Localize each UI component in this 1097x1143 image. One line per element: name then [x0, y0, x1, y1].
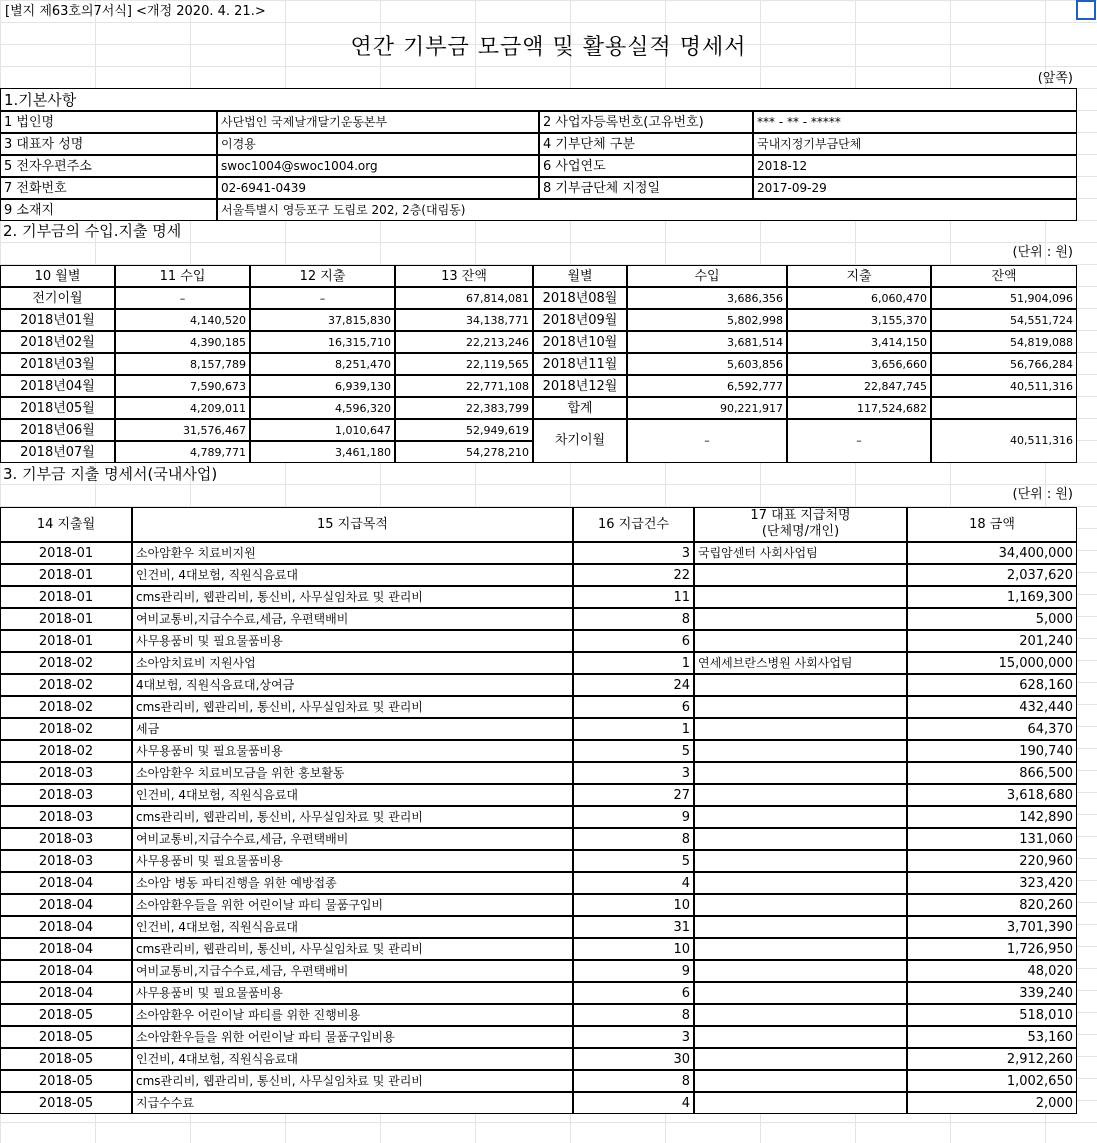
income-header: 10 월별: [0, 265, 115, 287]
expense-count: 31: [573, 916, 694, 938]
expense-header-payee: [694, 507, 907, 542]
amount-cell: 22,119,565: [395, 353, 533, 375]
side-label: (앞쪽): [1037, 71, 1073, 86]
expense-count: 27: [573, 784, 694, 806]
expense-count: 4: [573, 872, 694, 894]
basic-label: 6 사업연도: [539, 155, 753, 177]
expense-payee: [694, 718, 907, 740]
expense-payee: [694, 806, 907, 828]
amount-cell: 3,155,370: [787, 309, 931, 331]
amount-cell: 3,656,660: [787, 353, 931, 375]
expense-purpose: 4대보험, 직원식음료대,상여금: [132, 674, 573, 696]
income-header: 11 수입: [115, 265, 250, 287]
amount-cell: 1,010,647: [250, 419, 395, 441]
expense-amount: 432,440: [907, 696, 1077, 718]
expense-amount: 3,701,390: [907, 916, 1077, 938]
income-unit-label: (단위 : 원): [1012, 245, 1073, 260]
expense-header-month: 14 지출월: [0, 507, 132, 542]
basic-label: 5 전자우편주소: [0, 155, 217, 177]
section-basic-heading: 1.기본사항: [0, 88, 1077, 111]
expense-month: 2018-02: [0, 718, 132, 740]
basic-label: 7 전화번호: [0, 177, 217, 199]
month-cell: 2018년11월: [533, 353, 627, 375]
expense-month: 2018-04: [0, 982, 132, 1004]
amount-cell: 56,766,284: [931, 353, 1077, 375]
month-cell: 2018년12월: [533, 375, 627, 397]
amount-cell: 52,949,619: [395, 419, 533, 441]
form-number: [별지 제63호의7서식] <개정 2020. 4. 21.>: [5, 4, 266, 19]
expense-purpose: cms관리비, 웹관리비, 통신비, 사무실임차료 및 관리비: [132, 586, 573, 608]
expense-payee: [694, 608, 907, 630]
expense-amount: 628,160: [907, 674, 1077, 696]
amount-cell: 37,815,830: [250, 309, 395, 331]
expense-count: 6: [573, 696, 694, 718]
address-value: 서울특별시 영등포구 도림로 202, 2층(대림동): [217, 199, 1077, 221]
expense-purpose: 인건비, 4대보험, 직원식음료대: [132, 784, 573, 806]
carry-balance: 40,511,316: [931, 419, 1077, 463]
month-cell: 2018년05월: [0, 397, 115, 419]
expense-amount: 1,002,650: [907, 1070, 1077, 1092]
amount-cell: 51,904,096: [931, 287, 1077, 309]
amount-cell: 22,213,246: [395, 331, 533, 353]
expense-count: 9: [573, 960, 694, 982]
basic-label: 4 기부단체 구분: [539, 133, 753, 155]
expense-payee: [694, 696, 907, 718]
expense-payee: [694, 938, 907, 960]
month-cell: 2018년06월: [0, 419, 115, 441]
month-cell: 2018년07월: [0, 441, 115, 463]
basic-value: 사단법인 국제날개달기운동본부: [217, 111, 539, 133]
expense-count: 1: [573, 652, 694, 674]
expense-purpose: 소아암환우 치료비지원: [132, 542, 573, 564]
amount-cell: 6,592,777: [627, 375, 787, 397]
amount-cell: 7,590,673: [115, 375, 250, 397]
expense-month: 2018-01: [0, 564, 132, 586]
expense-count: 1: [573, 718, 694, 740]
expense-count: 5: [573, 740, 694, 762]
section-expense-heading: 3. 기부금 지출 명세서(국내사업): [3, 465, 218, 483]
expense-count: 11: [573, 586, 694, 608]
expense-month: 2018-05: [0, 1092, 132, 1114]
amount-cell: 3,461,180: [250, 441, 395, 463]
basic-label: 1 법인명: [0, 111, 217, 133]
basic-value: 2018-12: [753, 155, 1077, 177]
basic-label: 3 대표자 성명: [0, 133, 217, 155]
expense-count: 30: [573, 1048, 694, 1070]
expense-payee: [694, 762, 907, 784]
expense-month: 2018-01: [0, 586, 132, 608]
amount-cell: 3,686,356: [627, 287, 787, 309]
expense-amount: 820,260: [907, 894, 1077, 916]
amount-cell: 31,576,467: [115, 419, 250, 441]
expense-payee: 국립암센터 사회사업팀: [694, 542, 907, 564]
basic-label: 8 기부금단체 지정일: [539, 177, 753, 199]
expense-count: 10: [573, 894, 694, 916]
month-cell: 전기이월: [0, 287, 115, 309]
expense-month: 2018-02: [0, 674, 132, 696]
expense-count: 8: [573, 608, 694, 630]
amount-cell: 4,390,185: [115, 331, 250, 353]
expense-amount: 190,740: [907, 740, 1077, 762]
income-header: 월별: [533, 265, 627, 287]
expense-header-purpose: 15 지급목적: [132, 507, 573, 542]
expense-amount: 220,960: [907, 850, 1077, 872]
expense-amount: 2,037,620: [907, 564, 1077, 586]
expense-purpose: 지급수수료: [132, 1092, 573, 1114]
expense-month: 2018-04: [0, 872, 132, 894]
basic-label: 2 사업자등록번호(고유번호): [539, 111, 753, 133]
amount-cell: –: [250, 287, 395, 309]
expense-month: 2018-04: [0, 894, 132, 916]
amount-cell: 54,278,210: [395, 441, 533, 463]
expense-purpose: 소아암치료비 지원사업: [132, 652, 573, 674]
expense-payee: [694, 828, 907, 850]
carry-income: –: [627, 419, 787, 463]
expense-amount: 866,500: [907, 762, 1077, 784]
expense-purpose: 여비교통비,지급수수료,세금, 우편택배비: [132, 960, 573, 982]
expense-month: 2018-05: [0, 1070, 132, 1092]
expense-amount: 518,010: [907, 1004, 1077, 1026]
expense-month: 2018-04: [0, 916, 132, 938]
carry-expense: –: [787, 419, 931, 463]
amount-cell: 4,789,771: [115, 441, 250, 463]
month-cell: 2018년08월: [533, 287, 627, 309]
amount-cell: 16,315,710: [250, 331, 395, 353]
payee-header-line2: (단체명/개인): [761, 524, 840, 539]
basic-value: 이경용: [217, 133, 539, 155]
expense-amount: 3,618,680: [907, 784, 1077, 806]
expense-count: 3: [573, 542, 694, 564]
expense-purpose: 인건비, 4대보험, 직원식음료대: [132, 1048, 573, 1070]
amount-cell: 67,814,081: [395, 287, 533, 309]
expense-month: 2018-01: [0, 542, 132, 564]
expense-purpose: cms관리비, 웹관리비, 통신비, 사무실임차료 및 관리비: [132, 938, 573, 960]
expense-purpose: 사무용품비 및 필요물품비용: [132, 630, 573, 652]
expense-purpose: 소아암환우 어린이날 파티를 위한 진행비용: [132, 1004, 573, 1026]
expense-month: 2018-01: [0, 608, 132, 630]
expense-purpose: 사무용품비 및 필요물품비용: [132, 982, 573, 1004]
basic-value: 02-6941-0439: [217, 177, 539, 199]
month-cell: 2018년04월: [0, 375, 115, 397]
expense-payee: [694, 1026, 907, 1048]
expense-payee: [694, 586, 907, 608]
expense-purpose: 사무용품비 및 필요물품비용: [132, 740, 573, 762]
amount-cell: 8,251,470: [250, 353, 395, 375]
expense-month: 2018-02: [0, 652, 132, 674]
income-header: 13 잔액: [395, 265, 533, 287]
expense-month: 2018-02: [0, 740, 132, 762]
income-header: 수입: [627, 265, 787, 287]
expense-amount: 53,160: [907, 1026, 1077, 1048]
expense-amount: 323,420: [907, 872, 1077, 894]
amount-cell: 22,383,799: [395, 397, 533, 419]
month-cell: 합계: [533, 397, 627, 419]
amount-cell: 5,802,998: [627, 309, 787, 331]
expense-month: 2018-05: [0, 1026, 132, 1048]
income-header: 지출: [787, 265, 931, 287]
amount-cell: 6,060,470: [787, 287, 931, 309]
expense-payee: [694, 1004, 907, 1026]
page-title: 연간 기부금 모금액 및 활용실적 명세서: [350, 35, 747, 60]
amount-cell: 5,603,856: [627, 353, 787, 375]
income-header: 12 지출: [250, 265, 395, 287]
expense-purpose: cms관리비, 웹관리비, 통신비, 사무실임차료 및 관리비: [132, 806, 573, 828]
expense-payee: [694, 850, 907, 872]
expense-unit-label: (단위 : 원): [1012, 487, 1073, 502]
expense-count: 10: [573, 938, 694, 960]
expense-payee: [694, 982, 907, 1004]
expense-month: 2018-05: [0, 1048, 132, 1070]
expense-amount: 2,000: [907, 1092, 1077, 1114]
month-cell: 2018년01월: [0, 309, 115, 331]
cell-cursor[interactable]: [1076, 0, 1096, 20]
expense-header-amount: 18 금액: [907, 507, 1077, 542]
expense-amount: 131,060: [907, 828, 1077, 850]
expense-count: 24: [573, 674, 694, 696]
month-cell: 2018년09월: [533, 309, 627, 331]
expense-count: 3: [573, 762, 694, 784]
amount-cell: 90,221,917: [627, 397, 787, 419]
expense-payee: [694, 1070, 907, 1092]
expense-count: 8: [573, 1070, 694, 1092]
payee-header-line1: 17 대표 지급처명: [750, 508, 851, 523]
expense-amount: 339,240: [907, 982, 1077, 1004]
expense-month: 2018-03: [0, 762, 132, 784]
amount-cell: 3,681,514: [627, 331, 787, 353]
expense-count: 3: [573, 1026, 694, 1048]
expense-amount: 1,169,300: [907, 586, 1077, 608]
address-label: 9 소재지: [0, 199, 217, 221]
expense-month: 2018-05: [0, 1004, 132, 1026]
income-header: 잔액: [931, 265, 1077, 287]
expense-purpose: 소아암환우들을 위한 어린이날 파티 물품구입비: [132, 894, 573, 916]
expense-payee: [694, 916, 907, 938]
expense-purpose: 여비교통비,지급수수료,세금, 우편택배비: [132, 608, 573, 630]
expense-amount: 142,890: [907, 806, 1077, 828]
amount-cell: 54,551,724: [931, 309, 1077, 331]
amount-cell: 6,939,130: [250, 375, 395, 397]
expense-month: 2018-01: [0, 630, 132, 652]
amount-cell: 4,209,011: [115, 397, 250, 419]
expense-month: 2018-04: [0, 960, 132, 982]
basic-value: swoc1004@swoc1004.org: [217, 155, 539, 177]
amount-cell: 4,596,320: [250, 397, 395, 419]
expense-payee: [694, 564, 907, 586]
expense-amount: 64,370: [907, 718, 1077, 740]
expense-amount: 15,000,000: [907, 652, 1077, 674]
expense-purpose: cms관리비, 웹관리비, 통신비, 사무실임차료 및 관리비: [132, 696, 573, 718]
expense-amount: 34,400,000: [907, 542, 1077, 564]
amount-cell: 8,157,789: [115, 353, 250, 375]
expense-payee: [694, 630, 907, 652]
expense-month: 2018-03: [0, 850, 132, 872]
expense-payee: [694, 1092, 907, 1114]
expense-purpose: 인건비, 4대보험, 직원식음료대: [132, 916, 573, 938]
expense-count: 9: [573, 806, 694, 828]
basic-value: *** - ** - *****: [753, 111, 1077, 133]
expense-payee: [694, 740, 907, 762]
amount-cell: 54,819,088: [931, 331, 1077, 353]
basic-value: 국내지정기부금단체: [753, 133, 1077, 155]
expense-header-count: 16 지급건수: [573, 507, 694, 542]
amount-cell: 22,771,108: [395, 375, 533, 397]
expense-purpose: 인건비, 4대보험, 직원식음료대: [132, 564, 573, 586]
expense-purpose: cms관리비, 웹관리비, 통신비, 사무실임차료 및 관리비: [132, 1070, 573, 1092]
carry-label: 차기이월: [533, 419, 627, 463]
amount-cell: 22,847,745: [787, 375, 931, 397]
expense-month: 2018-03: [0, 784, 132, 806]
expense-purpose: 소아암 병동 파티진행을 위한 예방접종: [132, 872, 573, 894]
expense-payee: [694, 1048, 907, 1070]
expense-purpose: 사무용품비 및 필요물품비용: [132, 850, 573, 872]
basic-value: 2017-09-29: [753, 177, 1077, 199]
month-cell: 2018년10월: [533, 331, 627, 353]
month-cell: 2018년03월: [0, 353, 115, 375]
expense-count: 4: [573, 1092, 694, 1114]
expense-amount: 1,726,950: [907, 938, 1077, 960]
expense-count: 8: [573, 1004, 694, 1026]
expense-count: 8: [573, 828, 694, 850]
expense-amount: 5,000: [907, 608, 1077, 630]
expense-month: 2018-02: [0, 696, 132, 718]
expense-payee: [694, 674, 907, 696]
expense-amount: 48,020: [907, 960, 1077, 982]
amount-cell: 4,140,520: [115, 309, 250, 331]
amount-cell: 40,511,316: [931, 375, 1077, 397]
section-income-heading: 2. 기부금의 수입.지출 명세: [3, 222, 182, 240]
expense-count: 6: [573, 982, 694, 1004]
expense-purpose: 소아암환우들을 위한 어린이날 파티 물품구입비용: [132, 1026, 573, 1048]
amount-cell: –: [115, 287, 250, 309]
expense-purpose: 세금: [132, 718, 573, 740]
expense-payee: [694, 960, 907, 982]
expense-purpose: 소아암환우 치료비모금을 위한 홍보활동: [132, 762, 573, 784]
expense-payee: [694, 784, 907, 806]
expense-amount: 2,912,260: [907, 1048, 1077, 1070]
expense-purpose: 여비교통비,지급수수료,세금, 우편택배비: [132, 828, 573, 850]
expense-payee: [694, 894, 907, 916]
amount-cell: 3,414,150: [787, 331, 931, 353]
expense-amount: 201,240: [907, 630, 1077, 652]
amount-cell: 117,524,682: [787, 397, 931, 419]
amount-cell: 34,138,771: [395, 309, 533, 331]
expense-count: 5: [573, 850, 694, 872]
expense-month: 2018-04: [0, 938, 132, 960]
expense-payee: [694, 872, 907, 894]
expense-payee: 연세세브란스병원 사회사업팀: [694, 652, 907, 674]
month-cell: 2018년02월: [0, 331, 115, 353]
expense-month: 2018-03: [0, 828, 132, 850]
expense-count: 22: [573, 564, 694, 586]
amount-cell: [931, 397, 1077, 419]
expense-month: 2018-03: [0, 806, 132, 828]
expense-count: 6: [573, 630, 694, 652]
